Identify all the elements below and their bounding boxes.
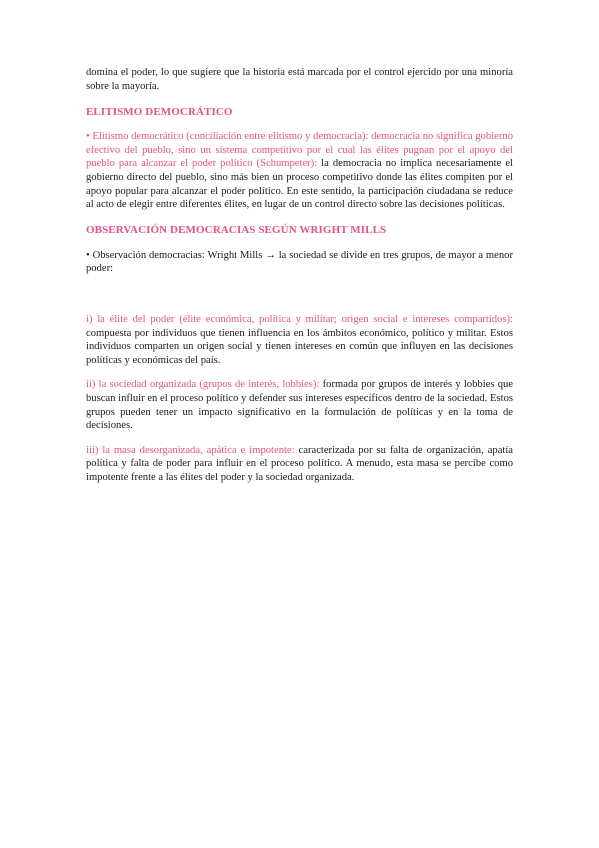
elitismo-highlight: • Elitismo democrático (conciliación entre elitismo y democracia): democracia no significa gobierno efectivo del pueblo, sino un sistema competitivo por el cual las élites pugnan por el apoyo del pueblo para alcanzar el poder político (Schumpeter):: [86, 131, 513, 170]
group-masa-desorganizada: [86, 444, 513, 485]
group-label: i) la élite del poder (élite económica, política y militar; origen social e intereses compartidos):: [86, 313, 513, 325]
group-elite-del-poder: [86, 313, 513, 367]
document-page: [86, 66, 513, 484]
group-text: formada por grupos de interés y lobbies que buscan influir en el proceso político y defender sus intereses específicos dentro de la sociedad. Estos grupos pueden tener un impacto significativo en la formulación de políticas y en la toma de decisiones.: [86, 379, 514, 432]
elitismo-body: la democracia no implica necesariamente el gobierno directo del pueblo, sino más bien un proceso competitivo donde las élites compiten por el apoyo popular para alcanzar el poder político. En este sentido, la participación ciudadana se reduce al acto de elegir entre diferentes élites, en lugar de un control directo sobre las decisiones políticas.: [86, 158, 513, 211]
intro-paragraph: domina el poder, lo que sugiere que la historia está marcada por el control ejercido por una minoría sobre la mayoría.: [86, 67, 513, 92]
group-text: compuesta por individuos que tienen influencia en los ámbitos económico, político y militar. Estos individuos comparten un origen social y tienen intereses en común que influyen en las decisiones políticas y económicas del país.: [86, 327, 513, 366]
group-sociedad-organizada: [86, 378, 513, 432]
group-label: ii) la sociedad organizada (grupos de interés, lobbies):: [86, 379, 320, 391]
group-text: caracterizada por su falta de organización, apatía política y falta de poder para influir en el proceso político. A menudo, esta masa se percibe como impotente frente a las élites del poder y la sociedad organizada.: [86, 444, 513, 483]
heading-observacion-democracias: OBSERVACIÓN DEMOCRACIAS SEGÚN WRIGHT MILLS: [86, 223, 387, 236]
group-label: iii) la masa desorganizada, apática e impotente:: [86, 444, 295, 456]
heading-elitismo-democratico: ELITISMO DEMOCRÁTICO: [86, 106, 233, 119]
observacion-intro-paragraph: • Observación democracias: Wright Mills → la sociedad se divide en tres grupos, de mayor a menor poder:: [86, 249, 513, 275]
elitismo-paragraph: [86, 130, 513, 212]
